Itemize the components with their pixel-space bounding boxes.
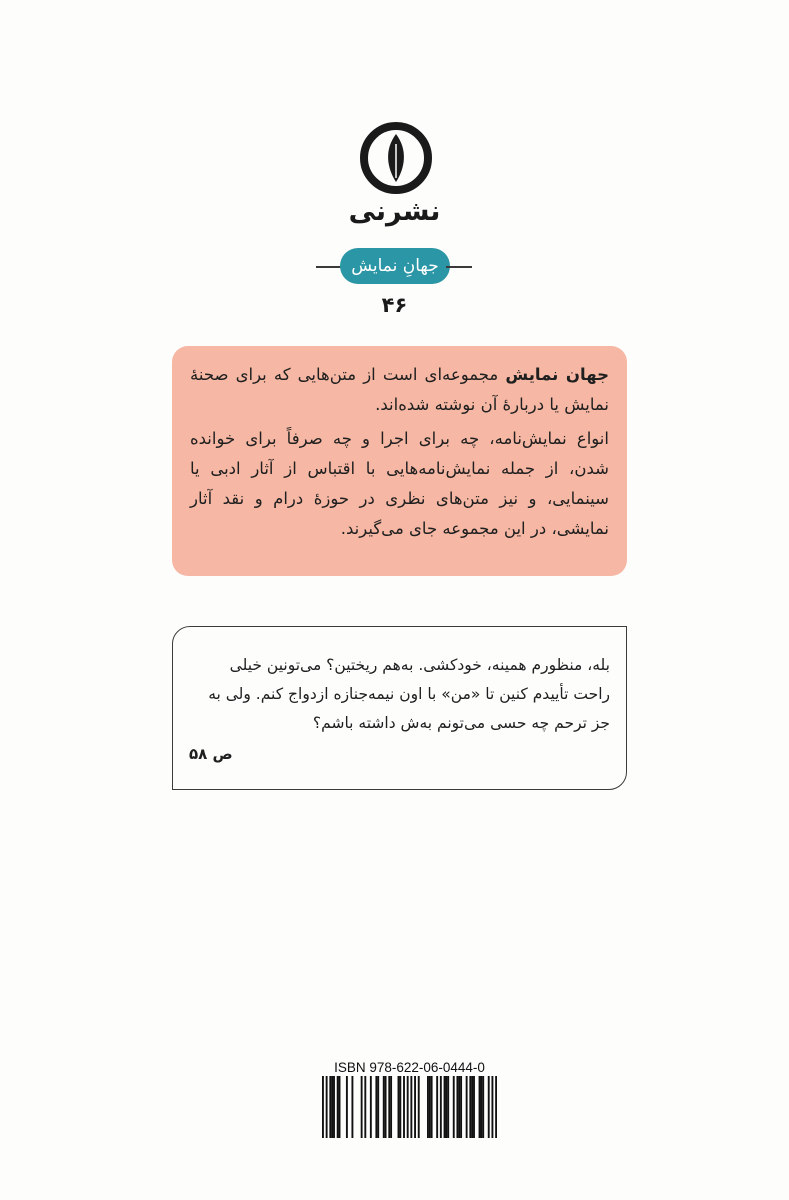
description-paragraph-2: انواع نمایش‌نامه، چه برای اجرا و چه صرفاً برای خوانده شدن، از جمله نمایش‌نامه‌هایی با اقتباس از آثار ادبی یا سینمایی، و نیز متن‌های نظری در حوزهٔ درام و نقد آثار نمایشی، در این مجموعه جای می‌گیرند. xyxy=(190,429,609,538)
barcode-bar xyxy=(460,1076,462,1138)
barcode-bar xyxy=(351,1076,353,1138)
barcode-bar xyxy=(473,1076,475,1138)
barcode-bar xyxy=(431,1076,433,1138)
series-badge xyxy=(0,248,789,286)
series-description xyxy=(172,346,627,576)
barcode-bar xyxy=(471,1076,473,1138)
barcode-bar xyxy=(414,1076,416,1138)
barcode-bar xyxy=(331,1076,333,1138)
publisher-name: نشرنی xyxy=(348,196,441,227)
series-title: جهانِ نمایش xyxy=(340,248,450,284)
barcode-bar xyxy=(447,1076,449,1138)
book-excerpt xyxy=(172,626,627,790)
description-paragraph-1 xyxy=(190,360,609,420)
barcode-bar xyxy=(329,1076,331,1138)
barcode-bar xyxy=(361,1076,363,1138)
barcode-bar xyxy=(346,1076,348,1138)
barcode-bar xyxy=(436,1076,438,1138)
barcode-bar xyxy=(440,1076,442,1138)
description-paragraph-1-text: مجموعه‌ای است از متن‌هایی که برای صحنهٔ نمایش یا دربارهٔ آن نوشته شده‌اند. xyxy=(190,365,609,414)
barcode-bar xyxy=(495,1076,497,1138)
series-divider-right xyxy=(446,266,472,268)
barcode-bar xyxy=(488,1076,490,1138)
barcode-bar xyxy=(390,1076,392,1138)
description-bold-lead: جهان نمایش xyxy=(505,365,609,384)
series-divider-left xyxy=(316,266,342,268)
barcode-bar xyxy=(427,1076,429,1138)
barcode-bar xyxy=(407,1076,409,1138)
barcode-bar xyxy=(375,1076,377,1138)
barcode-bar xyxy=(469,1076,471,1138)
barcode-bar xyxy=(458,1076,460,1138)
barcode-bar xyxy=(403,1076,405,1138)
barcode-bar xyxy=(383,1076,385,1138)
barcode-bar xyxy=(482,1076,484,1138)
barcode-bar xyxy=(466,1076,468,1138)
barcode-bar xyxy=(377,1076,379,1138)
barcode-bar xyxy=(418,1076,420,1138)
barcode-bar xyxy=(388,1076,390,1138)
barcode-bar xyxy=(399,1076,401,1138)
barcode-bar xyxy=(429,1076,431,1138)
barcode-bar xyxy=(445,1076,447,1138)
barcode-bar xyxy=(479,1076,481,1138)
barcode-bar xyxy=(385,1076,387,1138)
barcode-bar xyxy=(453,1076,455,1138)
barcode-bar xyxy=(410,1076,412,1138)
barcode-bar xyxy=(326,1076,328,1138)
series-number: ۴۶ xyxy=(381,293,408,317)
isbn-label: ISBN 978-622-06-0444-0 xyxy=(334,1060,485,1075)
barcode-bar xyxy=(333,1076,335,1138)
barcode-bar xyxy=(456,1076,458,1138)
barcode-bar xyxy=(322,1076,324,1138)
barcode-bar xyxy=(337,1076,339,1138)
publisher-logo-icon xyxy=(358,120,434,196)
excerpt-text: بله، منظورم همینه، خودکشی. به‌هم ریختین؟ می‌تونین خیلی راحت تأییدم کنین تا «من» با اون نیمه‌جنازه ازدواج کنم. ولی به جز ترحم چه حسی می‌تونم به‌ش داشته باشم؟ xyxy=(208,656,610,732)
barcode-bar xyxy=(398,1076,400,1138)
isbn-barcode xyxy=(322,1076,497,1138)
barcode-bar xyxy=(480,1076,482,1138)
excerpt-page-reference: ص ۵۸ xyxy=(189,745,233,763)
barcode-bar xyxy=(370,1076,372,1138)
barcode-bar xyxy=(339,1076,341,1138)
barcode-bar xyxy=(364,1076,366,1138)
barcode-bar xyxy=(444,1076,446,1138)
barcode-bar xyxy=(491,1076,493,1138)
